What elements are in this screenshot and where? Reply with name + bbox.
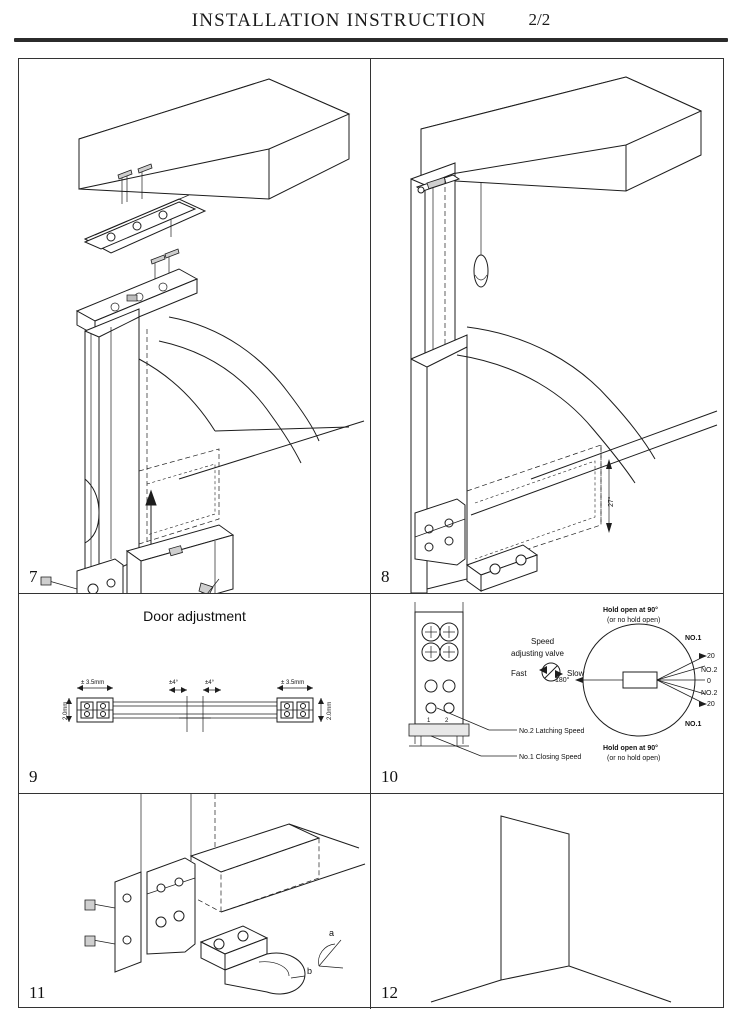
page-title: INSTALLATION INSTRUCTION xyxy=(191,10,487,31)
panel-8 xyxy=(371,59,723,594)
panel-number-10: 10 xyxy=(381,767,398,786)
panel-9 xyxy=(19,594,371,794)
panel-10-scale-20-bottom: 20 xyxy=(707,701,715,708)
panel-10-label-adjusting-valve: adjusting valve xyxy=(511,649,564,658)
panel-number-7: 7 xyxy=(29,567,38,586)
panel-11-label-a: a xyxy=(329,928,335,938)
panel-10-label-fast: Fast xyxy=(511,669,527,678)
panel-9-label-right-vertical: 2.0mm xyxy=(327,701,333,720)
panel-10-label-no2-bottom: NO.2 xyxy=(701,690,718,697)
panel-8-drawing xyxy=(371,59,723,593)
panel-7 xyxy=(19,59,371,594)
panel-9-drawing xyxy=(19,646,371,794)
panel-10-valve-2-number: 2 xyxy=(445,718,449,724)
panel-10-scale-20-top: 20 xyxy=(707,653,715,660)
panel-9-label-right-horizontal: ± 3.5mm xyxy=(281,680,305,686)
panel-9-label-left-horizontal: ± 3.5mm xyxy=(81,680,105,686)
panel-10 xyxy=(371,594,723,794)
panel-11-label-b: b xyxy=(307,966,313,976)
panel-12 xyxy=(371,794,723,1009)
panel-9-label-angle-left: ±4° xyxy=(169,680,179,686)
panel-10-label-no2-top: NO.2 xyxy=(701,667,718,674)
panel-9-label-left-vertical: 2.0mm xyxy=(63,701,69,720)
panel-number-11: 11 xyxy=(29,983,46,1002)
panel-9-caption: Door adjustment xyxy=(143,608,246,624)
panel-9-label-angle-right: ±4° xyxy=(205,680,215,686)
panel-10-drawing xyxy=(371,594,723,793)
panel-10-label-no1-top: NO.1 xyxy=(685,635,702,642)
panel-10-label-hold-open-top: Hold open at 90° xyxy=(603,607,658,614)
panel-8-angle-label: 27° xyxy=(608,496,615,507)
panel-number-12: 12 xyxy=(381,983,398,1002)
panel-10-label-slow: Slow xyxy=(567,669,585,678)
panel-10-label-no-hold-open-bottom: (or no hold open) xyxy=(607,755,661,762)
panel-10-label-no1-bottom: NO.1 xyxy=(685,721,702,728)
panel-10-label-speed: Speed xyxy=(531,637,555,646)
panel-11-drawing xyxy=(19,794,371,1008)
panel-number-8: 8 xyxy=(381,567,390,586)
panel-10-label-180: 180° xyxy=(555,677,570,684)
panel-7-drawing xyxy=(19,59,371,593)
page-header xyxy=(0,0,742,42)
panel-10-scale-0: 0 xyxy=(707,678,711,685)
page-indicator: 2/2 xyxy=(528,10,551,29)
header-divider xyxy=(14,38,728,42)
panel-10-label-hold-open-bottom: Hold open at 90° xyxy=(603,745,658,752)
panel-10-label-no-hold-open-top: (or no hold open) xyxy=(607,617,661,624)
panel-11 xyxy=(19,794,371,1009)
panel-10-valve-1-number: 1 xyxy=(427,718,431,724)
panel-10-label-latching-speed: No.2 Latching Speed xyxy=(519,728,585,735)
panel-grid xyxy=(18,58,724,1008)
panel-12-drawing xyxy=(371,794,723,1008)
panel-10-label-closing-speed: No.1 Closing Speed xyxy=(519,754,582,761)
panel-number-9: 9 xyxy=(29,767,38,786)
